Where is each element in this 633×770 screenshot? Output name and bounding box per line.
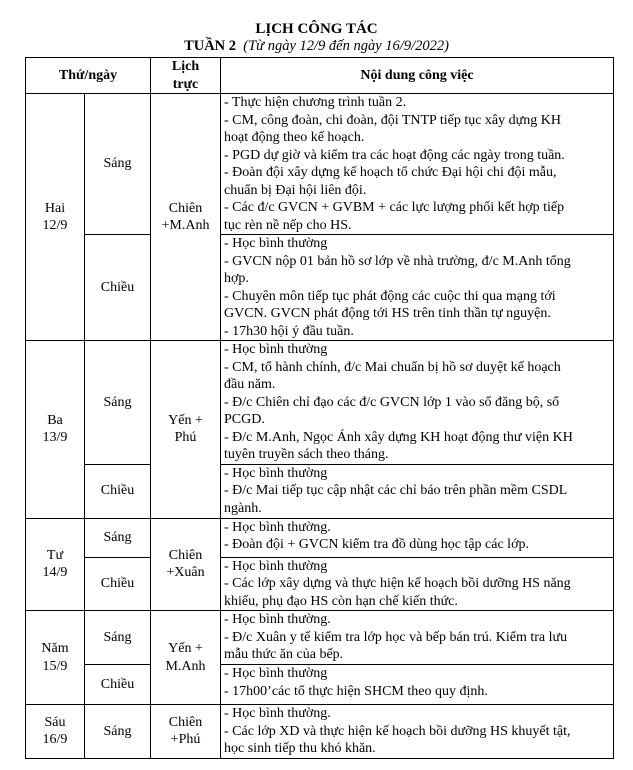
day-cell <box>26 341 85 519</box>
content-line: - Học bình thường <box>224 236 328 251</box>
day-date: 14/9 <box>42 565 68 581</box>
content-line: PCGD. <box>224 412 265 427</box>
day-date: 12/9 <box>42 218 68 233</box>
content-cell <box>221 235 614 341</box>
content-line: tuyên truyền sách theo tháng. <box>224 447 389 462</box>
day-date: 16/9 <box>42 732 68 748</box>
day-name: Hai <box>44 200 66 216</box>
content-line: - CM, công đoàn, chi đoàn, đội TNTP tiếp tục xây dựng KH <box>224 112 561 128</box>
content-line: - CM, tổ hành chính, đ/c Mai chuẩn bị hồ sơ duyệt kế hoạch <box>224 359 561 375</box>
content-line: - Các lớp XD và thực hiện kế hoạch bồi dưỡng HS khuyết tật, <box>224 723 571 739</box>
schedule-row <box>26 464 614 518</box>
content-cell <box>221 518 614 557</box>
day-name: Năm <box>41 641 69 656</box>
content-line: - 17h30 hội ý đầu tuần. <box>224 323 354 339</box>
duty-person: +Phú <box>170 732 201 748</box>
duty-person: M.Anh <box>165 658 206 674</box>
content-line: - Chuyên môn tiếp tục phát động các cuộc thi qua mạng tới <box>224 288 556 304</box>
content-line: chuẩn bị Đại hội liên đội. <box>224 182 367 198</box>
content-line: - Thực hiện chương trình tuần 2. <box>224 95 407 110</box>
day-cell <box>26 94 85 341</box>
header-content: Nội dung công việc <box>221 58 614 94</box>
schedule-row <box>26 94 614 235</box>
duty-person: +M.Anh <box>161 218 210 233</box>
content-line: - 17h00’các tổ thực hiện SHCM theo quy định. <box>224 683 488 699</box>
session-cell: Chiều <box>85 235 151 341</box>
content-line: - Các lớp xây dựng và thực hiện kế hoạch bồi dưỡng HS năng <box>224 576 571 591</box>
duty-cell <box>151 611 221 705</box>
duty-person: Chiên <box>168 714 203 730</box>
session-cell: Sáng <box>85 94 151 235</box>
content-line: - Học bình thường <box>224 465 328 481</box>
schedule-row <box>26 341 614 465</box>
duty-person: Chiên <box>168 200 203 216</box>
content-line: - Đoàn đội xây dựng kế hoạch tổ chức Đại hội chi đội mẫu, <box>224 165 557 180</box>
day-date: 13/9 <box>42 430 68 446</box>
day-date: 15/9 <box>42 658 68 674</box>
content-line: - Học bình thường. <box>224 706 331 721</box>
schedule-row <box>26 665 614 705</box>
day-name: Ba <box>47 412 63 428</box>
session-cell: Sáng <box>85 705 151 759</box>
content-line: học sinh tiếp thu khó khăn. <box>224 741 376 756</box>
content-line: - PGD dự giờ và kiểm tra các hoạt động các ngày trong tuần. <box>224 147 565 163</box>
duty-person: Yến + <box>168 412 203 428</box>
content-cell <box>221 341 614 465</box>
content-line: khiếu, phụ đạo HS còn hạn chế kiến thức. <box>224 593 458 609</box>
day-name: Sáu <box>44 714 66 730</box>
content-cell <box>221 665 614 705</box>
content-cell <box>221 611 614 665</box>
schedule-row <box>26 705 614 759</box>
content-line: - Đ/c Xuân y tế kiểm tra lớp học và bếp bán trú. Kiểm tra lưu <box>224 629 568 645</box>
duty-cell <box>151 341 221 519</box>
session-cell: Chiều <box>85 557 151 611</box>
document-title: LỊCH CÔNG TÁC <box>255 21 378 37</box>
duty-person: +Xuân <box>166 565 205 581</box>
content-line: tục rèn nề nếp cho HS. <box>224 217 352 233</box>
duty-person: Phú <box>174 430 197 446</box>
duty-person: Chiên <box>168 547 203 563</box>
duty-cell <box>151 518 221 611</box>
content-line: - Học bình thường <box>224 558 328 574</box>
content-cell <box>221 94 614 235</box>
content-line: - Học bình thường. <box>224 612 331 627</box>
content-cell <box>221 464 614 518</box>
content-cell <box>221 557 614 611</box>
content-line: hợp. <box>224 271 249 286</box>
content-line: - Học bình thường <box>224 666 328 681</box>
content-line: GVCN. GVCN phát động tới HS trên tinh thần tự nguyện. <box>224 306 551 321</box>
session-cell: Sáng <box>85 341 151 465</box>
content-line: ngành. <box>224 500 262 516</box>
day-cell <box>26 611 85 705</box>
duty-cell <box>151 705 221 759</box>
content-line: - Đ/c Chiên chỉ đạo các đ/c GVCN lớp 1 vào sổ đăng bộ, sổ <box>224 394 560 410</box>
content-line: - Các đ/c GVCN + GVBM + các lực lượng phối kết hợp tiếp <box>224 200 565 215</box>
duty-cell <box>151 94 221 341</box>
schedule-row <box>26 518 614 557</box>
session-cell: Chiều <box>85 665 151 705</box>
header-row <box>26 58 614 94</box>
content-line: mẫu thức ăn của bếp. <box>224 647 344 662</box>
day-cell <box>26 518 85 611</box>
session-cell: Sáng <box>85 518 151 557</box>
schedule-row <box>26 235 614 341</box>
header-day: Thứ/ngày <box>26 58 151 94</box>
content-line: - Đ/c Mai tiếp tục cập nhật các chỉ báo trên phần mềm CSDL <box>224 483 568 498</box>
content-line: - Đ/c M.Anh, Ngọc Ánh xây dựng KH hoạt động thư viện KH <box>224 429 573 445</box>
day-name: Tư <box>46 547 64 563</box>
content-line: - Đoàn đội + GVCN kiểm tra đồ dùng học tập các lớp. <box>224 537 529 552</box>
content-cell <box>221 705 614 759</box>
schedule-row <box>26 557 614 611</box>
document-subtitle <box>0 37 633 55</box>
session-cell: Chiều <box>85 464 151 518</box>
content-line: - Học bình thường. <box>224 519 331 535</box>
content-line: đầu năm. <box>224 377 276 392</box>
schedule-table <box>25 57 614 759</box>
day-cell <box>26 705 85 759</box>
content-line: hoạt động theo kế hoạch. <box>224 130 365 145</box>
content-line: - GVCN nộp 01 bản hồ sơ lớp về nhà trường, đ/c M.Anh tổng <box>224 253 571 269</box>
header-duty: Lịch trực <box>151 58 221 94</box>
week-label: TUẦN 2 <box>184 38 237 54</box>
content-line: - Học bình thường <box>224 342 328 357</box>
date-range: (Từ ngày 12/9 đến ngày 16/9/2022) <box>243 38 449 54</box>
duty-person: Yến + <box>168 641 203 656</box>
session-cell: Sáng <box>85 611 151 665</box>
schedule-row <box>26 611 614 665</box>
